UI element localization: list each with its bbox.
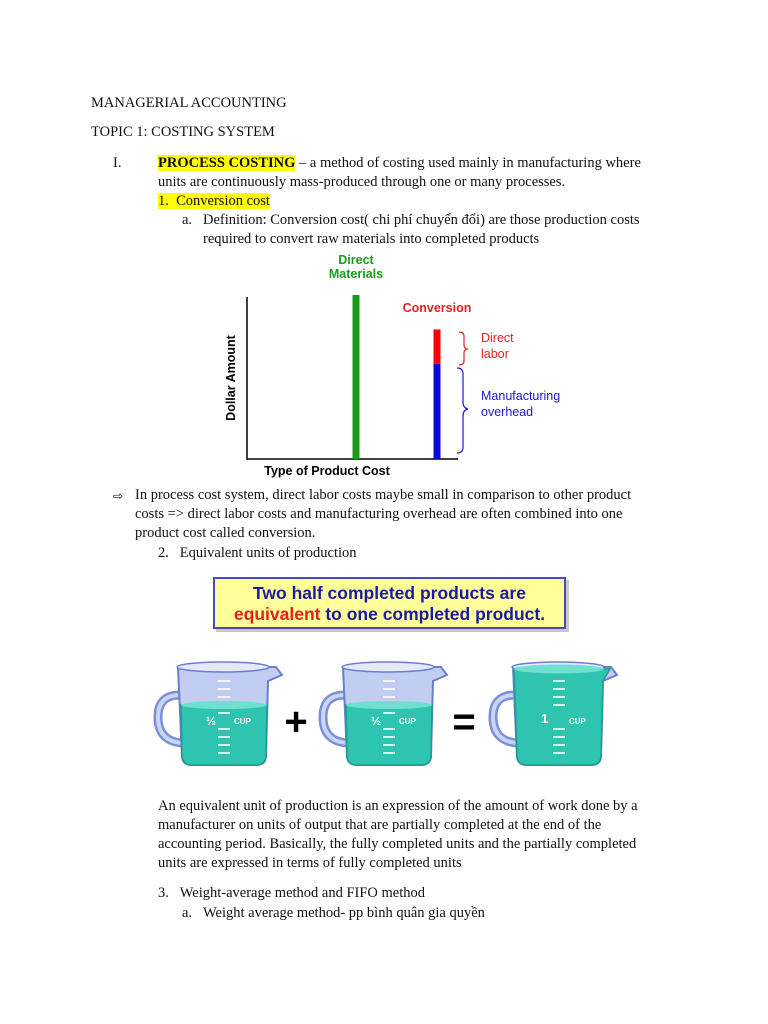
paragraph-line4: units are expressed in terms of fully completed units	[158, 855, 462, 871]
cup1-label: CUP	[234, 717, 251, 726]
category-label-direct-materials-2: Materials	[328, 267, 384, 281]
bullet-line1: In process cost system, direct labor costs maybe small in comparison to other product	[135, 487, 632, 503]
equivalence-banner	[213, 577, 566, 629]
list-item-weighted-average: 3. Weight-average method and FIFO method	[158, 885, 426, 901]
annotation-direct-labor-2: labor	[481, 347, 509, 361]
weighted-average-line: Weight average method- pp bình quân gia quyền	[203, 905, 485, 921]
banner-line1: Two half completed products are	[253, 583, 526, 603]
process-costing-desc: – a method of costing used mainly in manufacturing where	[299, 155, 641, 171]
cup2-label: CUP	[399, 717, 416, 726]
banner-line2	[215, 604, 564, 625]
list-item-conversion-cost	[158, 192, 270, 211]
plus-sign: +	[284, 700, 308, 744]
banner-equivalent-word: equivalent	[233, 604, 321, 624]
topic-heading: TOPIC 1: COSTING SYSTEM	[91, 124, 275, 140]
measuring-cups-illustration	[150, 655, 630, 775]
paragraph-line2: manufacturer on units of output that are partially completed at the end of the	[158, 817, 602, 833]
section-intro-line2: units are continuously mass-produced through one or many processes.	[158, 174, 566, 190]
bar-direct-materials	[353, 295, 360, 459]
sublist-marker-a: a.	[182, 212, 193, 228]
document-title: MANAGERIAL ACCOUNTING	[91, 95, 287, 111]
banner-line2-rest: to one completed product.	[320, 604, 546, 624]
half-cup-2	[323, 662, 447, 765]
category-label-conversion: Conversion	[402, 301, 472, 315]
conversion-cost-chart	[200, 250, 580, 482]
bullet-line3: product cost called conversion.	[135, 525, 316, 541]
chart-bars	[353, 295, 441, 459]
bullet-line2: costs => direct labor costs and manufacturing overhead are often combined into one	[135, 506, 623, 522]
sublist-marker-3a: a.	[182, 905, 193, 921]
section-numeral: I.	[113, 155, 122, 171]
equals-sign: =	[452, 700, 476, 744]
list-item-equivalent-units: 2. Equivalent units of production	[158, 545, 357, 561]
cup2-fraction: ½	[371, 714, 382, 728]
cup3-fraction: 1	[541, 711, 549, 726]
bar-direct-labor	[434, 329, 441, 363]
y-axis-label: Dollar Amount	[224, 335, 238, 421]
definition-line2: required to convert raw materials into completed products	[203, 231, 540, 247]
annotation-overhead-1: Manufacturing	[481, 389, 561, 403]
definition-line1: Definition: Conversion cost( chi phí chuyển đổi) are those production costs	[203, 212, 640, 228]
half-cup-1	[158, 662, 282, 765]
annotation-overhead-2: overhead	[481, 405, 534, 419]
conversion-cost-label: 1. Conversion cost	[158, 193, 270, 209]
annotation-direct-labor-1: Direct	[481, 331, 514, 345]
x-axis-label: Type of Product Cost	[264, 464, 390, 478]
paragraph-line3: accounting period. Basically, the fully completed units and the partially completed	[158, 836, 637, 852]
direct-labor-brace	[459, 332, 467, 365]
paragraph-line1: An equivalent unit of production is an expression of the amount of work done by a	[158, 798, 638, 814]
arrow-bullet-icon: ⇨	[113, 489, 124, 503]
section-intro-line1	[158, 154, 641, 173]
cup1-fraction: ½	[206, 714, 217, 728]
full-cup	[493, 662, 617, 765]
category-label-direct-materials-1: Direct	[338, 253, 374, 267]
process-costing-term: PROCESS COSTING	[158, 155, 296, 171]
cup3-label: CUP	[569, 717, 586, 726]
bar-manufacturing-overhead	[434, 364, 441, 459]
overhead-brace	[457, 368, 468, 453]
